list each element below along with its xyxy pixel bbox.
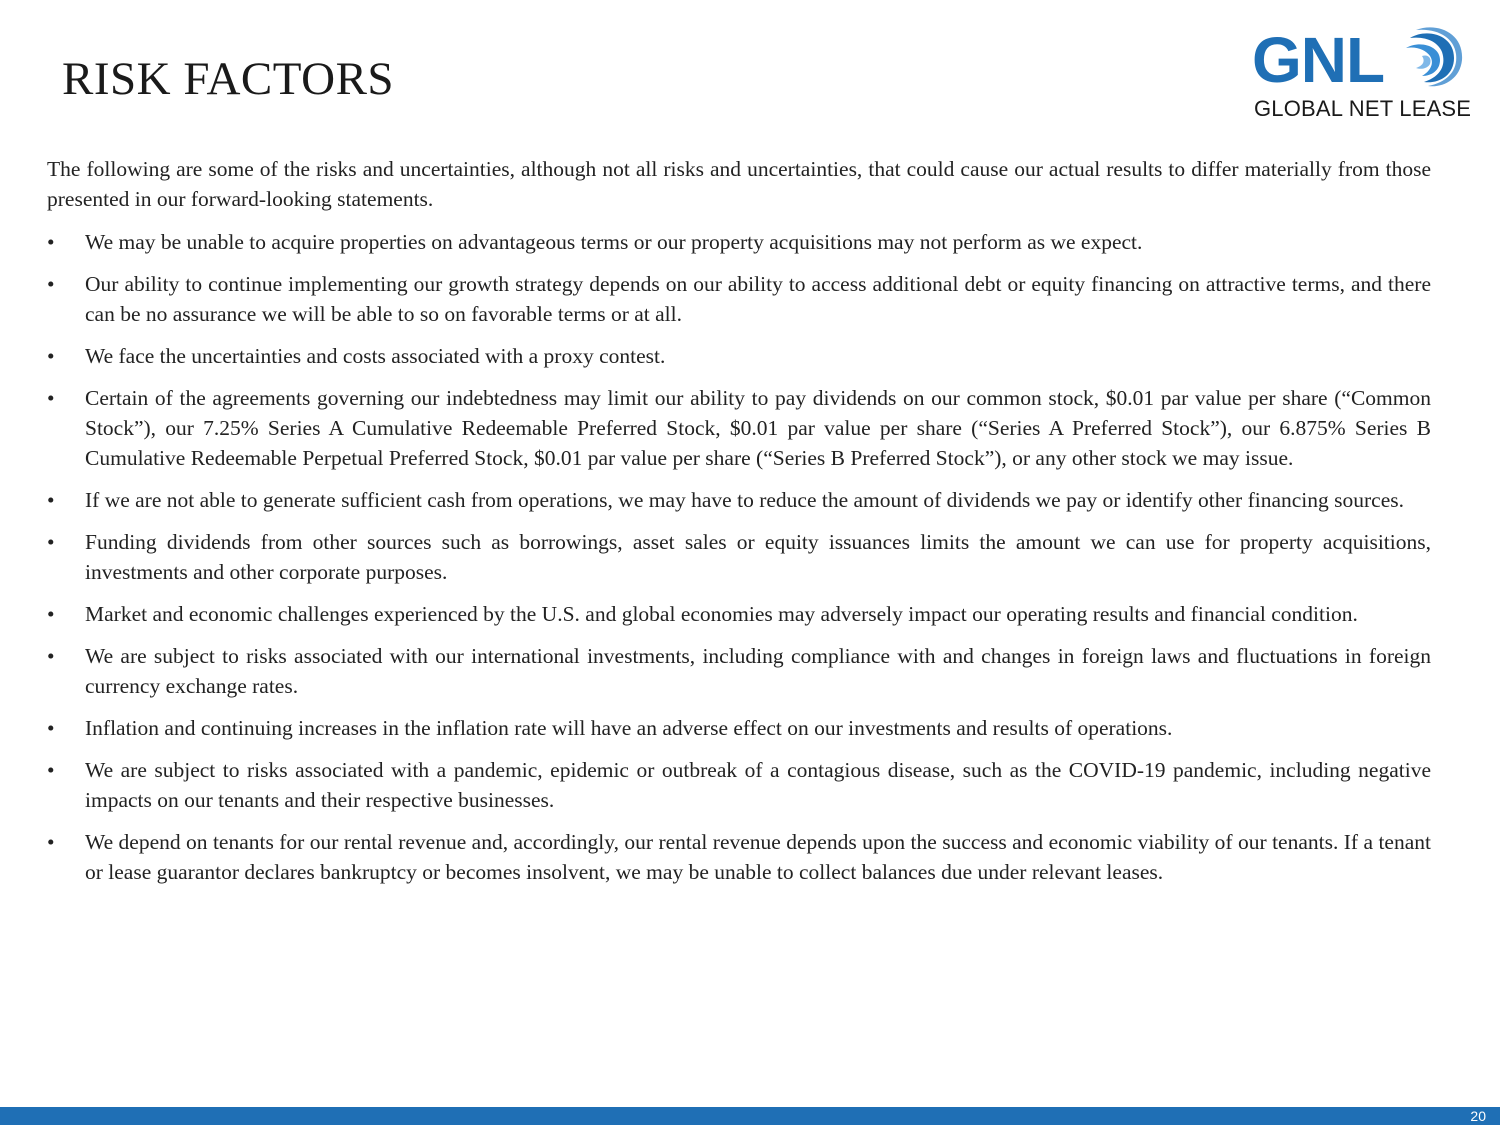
footer-bar [0, 1107, 1500, 1125]
swirl-logo-icon [1402, 24, 1464, 88]
bullet-icon: • [47, 758, 55, 782]
list-item-text: Funding dividends from other sources such as borrowings, asset sales or equity issuances limits the amount we can use for property acquisitions, investments and other corporate purposes. [85, 530, 1431, 584]
list-item [47, 485, 1431, 515]
page-number: 20 [1470, 1108, 1486, 1124]
list-item-text: Our ability to continue implementing our growth strategy depends on our ability to access additional debt or equity financing on attractive terms, and there can be no assurance we will be able to so on favorable terms or at all. [85, 272, 1431, 326]
logo-mark: GNL [1252, 24, 1385, 96]
list-item [47, 527, 1431, 587]
list-item-text: Market and economic challenges experienced by the U.S. and global economies may adversely impact our operating results and financial condition. [85, 602, 1358, 626]
list-item [47, 599, 1431, 629]
page-title: RISK FACTORS [62, 53, 395, 105]
bullet-icon: • [47, 644, 55, 668]
list-item [47, 227, 1431, 257]
list-item [47, 713, 1431, 743]
bullet-icon: • [47, 386, 55, 410]
list-item-text: We depend on tenants for our rental revenue and, accordingly, our rental revenue depends upon the success and economic viability of our tenants. If a tenant or lease guarantor declares bankruptcy or becomes insolvent, we may be unable to collect balances due under relevant leases. [85, 830, 1431, 884]
list-item-text: We are subject to risks associated with our international investments, including compliance with and changes in foreign laws and fluctuations in foreign currency exchange rates. [85, 644, 1431, 698]
bullet-icon: • [47, 344, 55, 368]
intro-paragraph: The following are some of the risks and uncertainties, although not all risks and uncertainties, that could cause our actual results to differ materially from those presented in our forward-looking statements. [47, 157, 1431, 211]
bullet-icon: • [47, 602, 55, 626]
list-item-text: We are subject to risks associated with a pandemic, epidemic or outbreak of a contagious disease, such as the COVID-19 pandemic, including negative impacts on our tenants and their respective businesses. [85, 758, 1431, 812]
list-item-text: Certain of the agreements governing our indebtedness may limit our ability to pay dividends on our common stock, $0.01 par value per share (“Common Stock”), our 7.25% Series A Cumulative Redeemable Preferred Stock, $0.01 par value per share (“Series A Preferred Stock”), our 6.875% Series B Cumulative Redeemable Perpetual Preferred Stock, $0.01 par value per share (“Series B Preferred Stock”), or any other stock we may issue. [85, 386, 1431, 470]
bullet-icon: • [47, 830, 55, 854]
bullet-icon: • [47, 272, 55, 296]
bullet-icon: • [47, 230, 55, 254]
company-logo [1252, 22, 1472, 122]
list-item-text: We may be unable to acquire properties on advantageous terms or our property acquisitions may not perform as we expect. [85, 230, 1143, 254]
bullet-icon: • [47, 716, 55, 740]
list-item [47, 383, 1431, 473]
list-item [47, 641, 1431, 701]
list-item [47, 341, 1431, 371]
list-item-text: If we are not able to generate sufficient cash from operations, we may have to reduce the amount of dividends we pay or identify other financing sources. [85, 488, 1404, 512]
list-item-text: We face the uncertainties and costs associated with a proxy contest. [85, 344, 666, 368]
logo-subtitle: GLOBAL NET LEASE [1254, 96, 1472, 121]
bullet-icon: • [47, 488, 55, 512]
list-item [47, 755, 1431, 815]
risk-factors-content [47, 154, 1431, 899]
bullet-icon: • [47, 530, 55, 554]
list-item-text: Inflation and continuing increases in the inflation rate will have an adverse effect on our investments and results of operations. [85, 716, 1173, 740]
list-item [47, 827, 1431, 887]
list-item [47, 269, 1431, 329]
risk-list [47, 227, 1431, 887]
